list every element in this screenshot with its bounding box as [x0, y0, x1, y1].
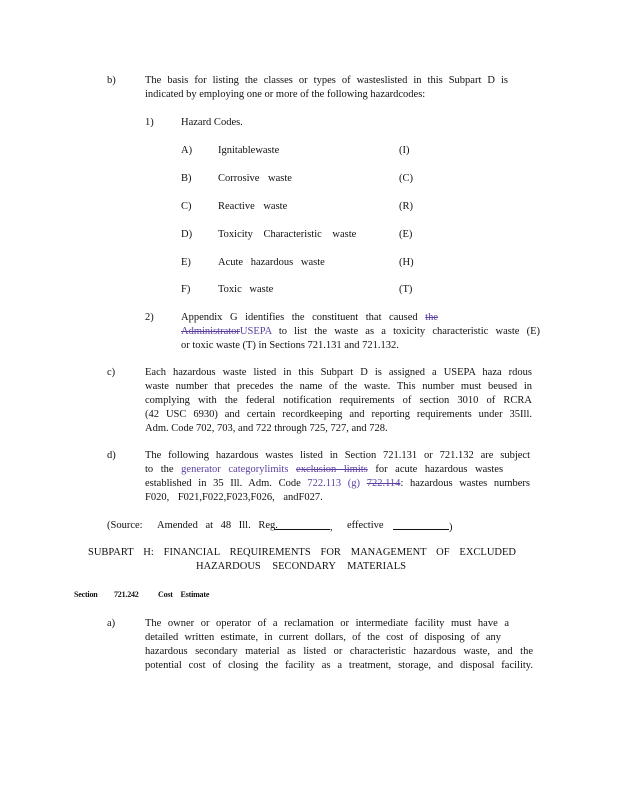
- code-symbol: (T): [399, 284, 413, 295]
- item-d-line2-text: to the: [145, 464, 174, 475]
- item-a-line: potential cost of closing the facility as a treatment, storage, and disposal facility.: [145, 660, 533, 671]
- code-symbol: (H): [399, 257, 414, 268]
- code-name: Acute hazardous waste: [218, 257, 325, 268]
- item-c-line: (42 USC 6930) and certain recordkeeping and reporting requirements under 35Ill.: [145, 409, 532, 420]
- code-symbol: (E): [399, 229, 413, 240]
- item-b-label: b): [107, 75, 116, 86]
- item-a-line: detailed written estimate, in current dollars, of the cost of disposing of any: [145, 632, 501, 643]
- code-symbol: (I): [399, 145, 410, 156]
- sub2-line2-text: to list the waste as a toxicity characteristic waste (E): [278, 326, 540, 337]
- item-a-line: The owner or operator of a reclamation or intermediate facility must have a: [145, 618, 509, 629]
- effective-blank: [393, 519, 453, 535]
- sub2-line1: [181, 311, 438, 325]
- code-name: Toxicity Characteristic waste: [218, 229, 357, 240]
- item-b-line: indicated by employing one or more of the following hazardcodes:: [145, 89, 426, 100]
- item-d-line1: The following hazardous wastes listed in Section 721.131 or 721.132 are subject: [145, 450, 530, 461]
- inserted-text: 722.113 (g): [307, 478, 361, 489]
- code-letter: F): [181, 284, 191, 295]
- item-d-line3: [145, 477, 530, 491]
- item-a-line: hazardous secondary material as listed or characteristic hazardous waste, and the: [145, 646, 533, 657]
- item-d-line2: [145, 463, 503, 477]
- item-d-text: [145, 449, 530, 505]
- deleted-text: the: [425, 312, 438, 323]
- source-open: (Source:: [107, 520, 143, 531]
- code-name: Ignitablewaste: [218, 145, 280, 156]
- subpart-heading-line1: SUBPART H: FINANCIAL REQUIREMENTS FOR MANAGEMENT OF EXCLUDED: [88, 547, 516, 558]
- item-d-line3-text: established in 35 Ill. Adm. Code: [145, 478, 301, 489]
- item-c-label: c): [107, 367, 116, 378]
- deleted-text: 722.114: [366, 478, 401, 489]
- code-name: Toxic waste: [218, 284, 274, 295]
- inserted-text: USEPA: [239, 326, 272, 337]
- section-number: 721.242: [114, 590, 139, 599]
- deleted-text: Administrator: [181, 326, 240, 337]
- subpart-heading-line2: HAZARDOUS SECONDARY MATERIALS: [196, 561, 406, 572]
- code-letter: E): [181, 257, 191, 268]
- inserted-text: generator categorylimits: [181, 464, 289, 475]
- blank-line: [274, 519, 330, 530]
- code-letter: A): [181, 145, 193, 156]
- source-effective: effective: [347, 520, 384, 531]
- source-amended: Amended at 48 Ill. Reg.: [157, 520, 278, 531]
- item-d-line4: F020, F021,F022,F023,F026, andF027.: [145, 492, 323, 503]
- register-blank: ,: [274, 519, 333, 535]
- sub1-title: Hazard Codes.: [181, 117, 243, 128]
- sub2-text: [181, 311, 540, 353]
- item-a-text: [145, 617, 533, 673]
- sub1-label: 1): [145, 117, 154, 128]
- item-c-line: Adm. Code 702, 703, and 722 through 725, 727, and 728.: [145, 423, 388, 434]
- section-word: Section: [74, 590, 98, 599]
- item-d-line3-end: : hazardous wastes numbers: [400, 478, 531, 489]
- item-c-text: [145, 366, 532, 436]
- item-d-line2-end: for acute hazardous wastes: [375, 464, 504, 475]
- deleted-text: exclusion limits: [296, 464, 368, 475]
- code-letter: B): [181, 173, 192, 184]
- sub2-label: 2): [145, 312, 154, 323]
- item-b-text: [145, 74, 508, 102]
- code-letter: D): [181, 229, 193, 240]
- item-c-line: Each hazardous waste listed in this Subpart D is assigned a USEPA haza rdous: [145, 367, 532, 378]
- code-symbol: (R): [399, 201, 413, 212]
- code-letter: C): [181, 201, 192, 212]
- sub2-line3: or toxic waste (T) in Sections 721.131 and 721.132.: [181, 340, 399, 351]
- source-close: ): [449, 522, 453, 533]
- item-a-label: a): [107, 618, 116, 629]
- blank-line: [393, 519, 449, 530]
- sub2-line2: [181, 325, 540, 339]
- item-c-line: complying with the federal notification requirements of section 3010 of RCRA: [145, 395, 532, 406]
- item-c-line: waste number that precedes the name of the waste. This number must beused in: [145, 381, 532, 392]
- item-d-label: d): [107, 450, 116, 461]
- sub2-line1-text: Appendix G identifies the constituent that caused: [181, 312, 418, 323]
- section-title: Cost Estimate: [158, 590, 210, 599]
- code-symbol: (C): [399, 173, 413, 184]
- code-name: Corrosive waste: [218, 173, 292, 184]
- item-b-line: The basis for listing the classes or types of wasteslisted in this Subpart D is: [145, 75, 508, 86]
- code-name: Reactive waste: [218, 201, 288, 212]
